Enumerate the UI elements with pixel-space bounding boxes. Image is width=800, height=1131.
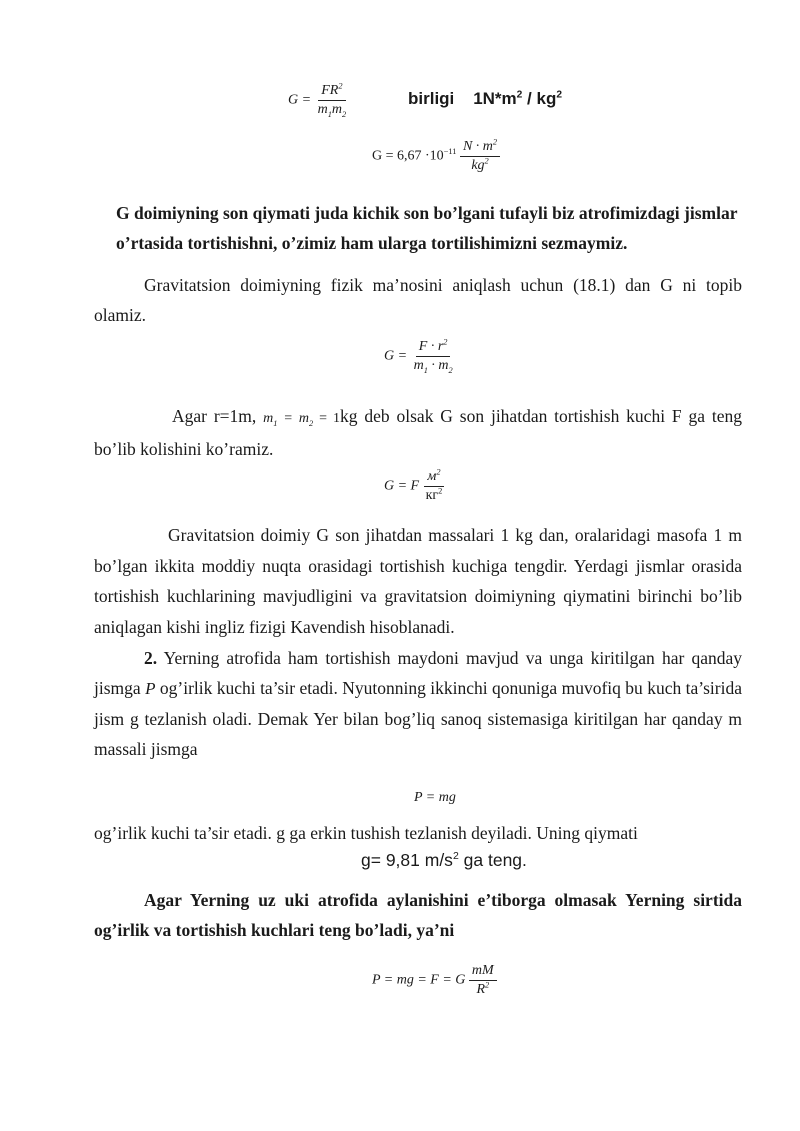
- formula-g-value: $G = 6,67 \cdot 10^{-11}$ $\frac{N \cdot m^2}{kg^2}$: [372, 138, 500, 175]
- formula-g-definition: G = $\frac{FR^2}{m_1m_2}$: [288, 81, 347, 119]
- paragraph-g-meaning: Gravitatsion doimiyning fizik ma’nosini aniqlash uchun (18.1) dan G ni topib olamiz.: [94, 275, 742, 325]
- unit-label: birligi $1N*m^2 / kg^2$: [408, 89, 563, 108]
- paragraph-gravity-field: 2. Yerning atrofida ham tortishish maydoni mavjud va unga kiritilgan har qanday jismga P og’irlik kuchi ta’sir etadi. Nyutonning ikkinchi qonuniga muvofiq bu kuch ta’sirida jism g tezlanish oladi. Demak Yer bilan bog’liq sanoq sistemasiga kiritilgan har qanday m massali jismga: [94, 648, 742, 759]
- formula-p-equals-gmM: P = mg = F = G $\frac{mM}{R^2}$: [372, 962, 497, 999]
- formula-g-equals-f: G = F $\frac{м^2}{кг^2}$: [384, 467, 443, 503]
- formula-p-mg: P = mg: [414, 790, 456, 805]
- formula-g-find: G = $\frac{F \cdot r^2}{m_1 \cdot m_2}$: [384, 337, 453, 375]
- paragraph-cavendish: Gravitatsion doimiy G son jihatdan massalari 1 kg dan, oralaridagi masofa 1 m bo’lgan ikkita moddiy nuqta orasidagi tortishish kuchiga tengdir. Yerdagi jismlar orasida tortishish kuchlarining mavjudligini va gravitatsion doimiyning qiymatini birinchi bo’lib aniqlagan kishi ingliz fizigi Kavendish hisoblanadi.: [94, 525, 742, 637]
- bold-statement-weight-gravity: Agar Yerning uz uki atrofida aylanishini e’tiborga olmasak Yerning sirtida og’irlik va tortishish kuchlari teng bo’ladi, ya’ni: [94, 890, 742, 940]
- paragraph-r-equals-1: Agar r=1m, $m_1 = m_2 = 1kg$ deb olsak G son jihatdan tortishish kuchi F ga teng bo’lib kolishini ko’ramiz.: [94, 406, 743, 459]
- bold-statement-g-small: G doimiyning son qiymati juda kichik son bo’lgani tufayli biz atrofimizdagi jismlar o’rtasida tortishishni, o’zimiz ham ularga tortilishimizni sezmaymiz.: [116, 203, 738, 253]
- g-value-line: g= 9,81 $m/s^2$ ga teng.: [361, 850, 527, 870]
- paragraph-free-fall: og’irlik kuchi ta’sir etadi. g ga erkin tushish tezlanish deyiladi. Uning qiymati: [94, 823, 638, 843]
